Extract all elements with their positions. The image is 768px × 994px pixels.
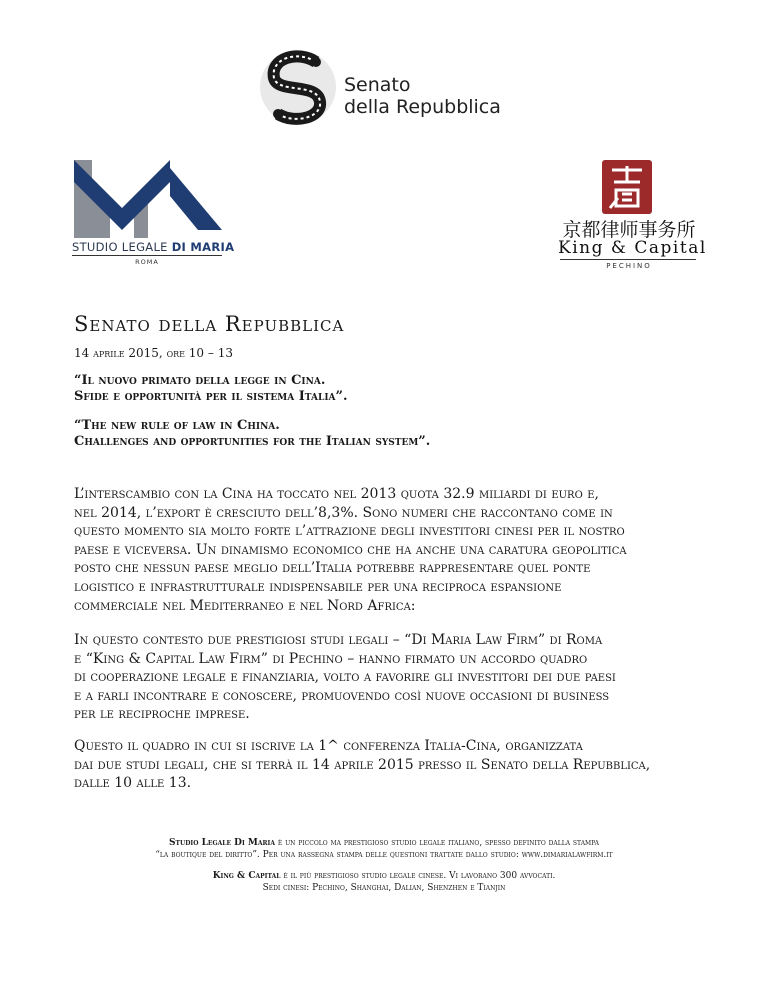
paragraph-line: questo momento sia molto forte l’attrazione degli investitori cinesi per il nostro <box>74 523 625 540</box>
paragraph-line: e a farli incontrare e conoscere, promuovendo così nuove occasioni di business <box>74 687 610 704</box>
subtitle-english <box>74 418 430 450</box>
kingcapital-english-name: King & Capital <box>558 238 707 258</box>
dimaria-city: ROMA <box>135 258 159 266</box>
body-paragraph-2 <box>74 631 714 724</box>
body-paragraph-3 <box>74 737 714 793</box>
page-title: Senato della Repubblica <box>74 312 345 336</box>
senato-line1: Senato <box>344 74 411 96</box>
senato-logo <box>258 48 518 128</box>
senato-wordmark <box>344 74 501 118</box>
subtitle-italian <box>74 373 348 405</box>
kingcapital-chinese-name: 京都律师事务所 <box>562 219 696 241</box>
paragraph-line: di cooperazione legale e finanziaria, volto a favorire gli investitori dei due paesi <box>74 669 616 686</box>
kingcapital-seal-icon <box>602 160 652 214</box>
paragraph-line: posto che nessun paese meglio dell’Italia potrebbe rappresentare quel ponte <box>74 560 591 577</box>
paragraph-line: dai due studi legali, che si terrà il 14 aprile 2015 presso il Senato della Repubblica, <box>74 756 651 773</box>
dimaria-divider <box>72 255 222 256</box>
paragraph-line: e “King & Capital Law Firm” di Pechino – hanno firmato un accordo quadro <box>74 650 588 667</box>
paragraph-line: In questo contesto due prestigiosi studi legali – “Di Maria Law Firm” di Roma <box>74 632 603 648</box>
paragraph-line: Questo il quadro in cui si iscrive la 1^ conferenza Italia-Cina, organizzata <box>74 738 583 754</box>
kingcapital-city: PECHINO <box>606 262 652 270</box>
footer-firm-name: Studio Legale Di Maria <box>169 838 275 848</box>
paragraph-line: paese e viceversa. Un dinamismo economico che ha anche una caratura geopolitica <box>74 541 627 558</box>
paragraph-line: logistico e infrastrutturale indispensabile per una reciproca espansione <box>74 578 562 595</box>
dimaria-logo <box>72 158 235 268</box>
footer-note-kingcapital <box>0 870 768 894</box>
dimaria-name-bold: DI MARIA <box>171 240 235 254</box>
footer-line <box>0 870 768 882</box>
footer-text: è un piccolo ma prestigioso studio legale italiano, spesso definito dalla stampa <box>274 838 599 848</box>
subtitle-italian-line2: Sfide e opportunità per il sistema Italia”. <box>74 389 348 404</box>
senato-line2: della Repubblica <box>344 96 501 118</box>
kingcapital-logo <box>558 160 707 270</box>
kingcapital-divider <box>560 259 696 260</box>
dimaria-name <box>72 240 234 254</box>
footer-firm-name: King & Capital <box>212 871 281 881</box>
paragraph-line: per le reciproche imprese. <box>74 706 250 723</box>
footer-text: è il più prestigioso studio legale cinese. Vi lavorano 300 avvocati. <box>280 871 556 881</box>
footer-note-dimaria <box>0 837 768 861</box>
event-date: 14 aprile 2015, ore 10 – 13 <box>74 346 233 360</box>
footer-line: Sedi cinesi: Pechino, Shanghai, Dalian, Shenzhen e Tianjin <box>262 883 506 893</box>
subtitle-english-line1: “The new rule of law in China. <box>74 418 280 433</box>
paragraph-line: nel 2014, l’export è cresciuto dell’8,3%. Sono numeri che raccontano come in <box>74 504 613 521</box>
senato-emblem-icon <box>258 48 338 126</box>
footer-line: “la boutique del diritto”. Per una rassegna stampa delle questioni trattate dallo studio: www.dimarialawfirm.it <box>155 850 613 860</box>
paragraph-line: L’interscambio con la Cina ha toccato nel 2013 quota 32.9 miliardi di euro e, <box>74 486 599 502</box>
paragraph-line: commerciale nel Mediterraneo e nel Nord Africa: <box>74 597 416 614</box>
body-paragraph-1 <box>74 485 714 615</box>
footer-line <box>0 837 768 849</box>
dimaria-mark-icon <box>72 158 224 238</box>
dimaria-name-prefix: STUDIO LEGALE <box>72 240 168 254</box>
subtitle-italian-line1: “Il nuovo primato della legge in Cina. <box>74 373 326 388</box>
subtitle-english-line2: Challenges and opportunities for the Italian system”. <box>74 434 431 449</box>
paragraph-line: dalle 10 alle 13. <box>74 775 192 792</box>
